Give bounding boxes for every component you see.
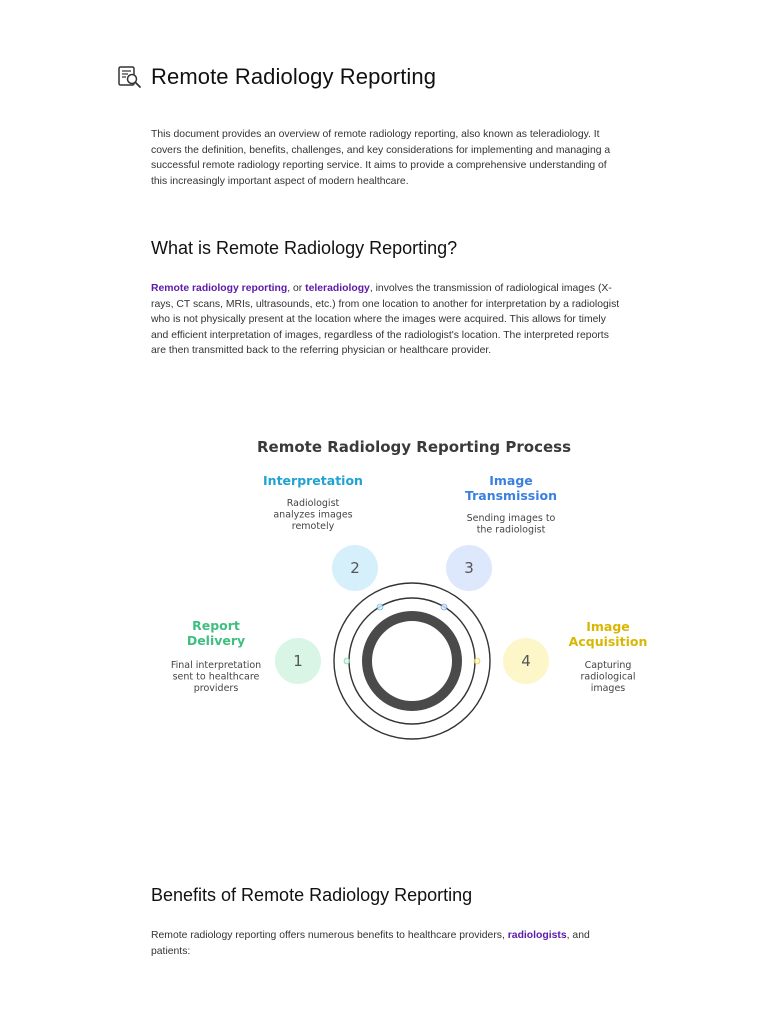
process-diagram	[150, 425, 670, 755]
definition-text-b: , involves the transmission of radiological images (X-rays, CT scans, MRIs, ultrasounds, etc.) from one location to another for interpretation by a radiologist who is not physically present at the location where the images were acquired. This allows for timely and efficient interpretation of images, regardless of the radiologist's location. The interpreted reports are then transmitted back to the referring physician or healthcare provider.	[151, 283, 620, 357]
step-4-label: Image Acquisition	[568, 619, 648, 649]
step-4-description: Capturing radiological images	[580, 660, 636, 694]
step-3-label: Image Transmission	[464, 473, 558, 503]
step-3-description: Sending images to the radiologist	[466, 513, 556, 536]
step-4	[474, 619, 647, 694]
step-2-label: Interpretation	[263, 473, 363, 488]
process-diagram-svg	[150, 425, 670, 755]
step-1-connector-dot	[344, 658, 350, 664]
step-1-description: Final interpretation sent to healthcare providers	[170, 660, 262, 694]
term-remote-radiology-reporting: Remote radiology reporting	[151, 283, 288, 294]
step-4-connector-dot	[474, 658, 480, 664]
benefits-text-a: Remote radiology reporting offers numerous benefits to healthcare providers,	[151, 930, 508, 941]
intro-paragraph: This document provides an overview of remote radiology reporting, also known as teleradiology. It covers the definition, benefits, challenges, and key considerations for implementing and managing a successful remote radiology reporting service. It aims to provide a comprehensive understanding of this increasingly important aspect of modern healthcare.	[151, 129, 611, 187]
step-1-label: Report Delivery	[186, 618, 246, 648]
step-2-description: Radiologist analyzes images remotely	[273, 498, 353, 532]
benefits-paragraph	[151, 928, 621, 959]
document-header	[117, 64, 436, 90]
step-2-number: 2	[350, 559, 360, 577]
term-teleradiology: teleradiology	[305, 283, 370, 294]
inner-ring	[367, 616, 457, 706]
definition-text-a: , or	[287, 283, 306, 294]
step-2-connector-dot	[377, 604, 383, 610]
section-heading-benefits: Benefits of Remote Radiology Reporting	[151, 885, 473, 905]
step-1	[171, 618, 350, 694]
step-1-number: 1	[293, 652, 303, 670]
outer-ring	[334, 583, 490, 739]
step-3-number: 3	[464, 559, 474, 577]
definition-paragraph	[151, 281, 621, 359]
section-heading-what-is: What is Remote Radiology Reporting?	[151, 238, 458, 258]
benefits-text-b: , and patients:	[151, 930, 590, 957]
radiology-report-icon	[117, 64, 143, 90]
step-3	[441, 473, 557, 610]
step-3-connector-dot	[441, 604, 447, 610]
diagram-title: Remote Radiology Reporting Process	[257, 438, 571, 456]
term-radiologists: radiologists	[507, 930, 567, 941]
step-2	[263, 473, 383, 610]
document-title: Remote Radiology Reporting	[151, 64, 437, 89]
step-4-number: 4	[521, 652, 531, 670]
